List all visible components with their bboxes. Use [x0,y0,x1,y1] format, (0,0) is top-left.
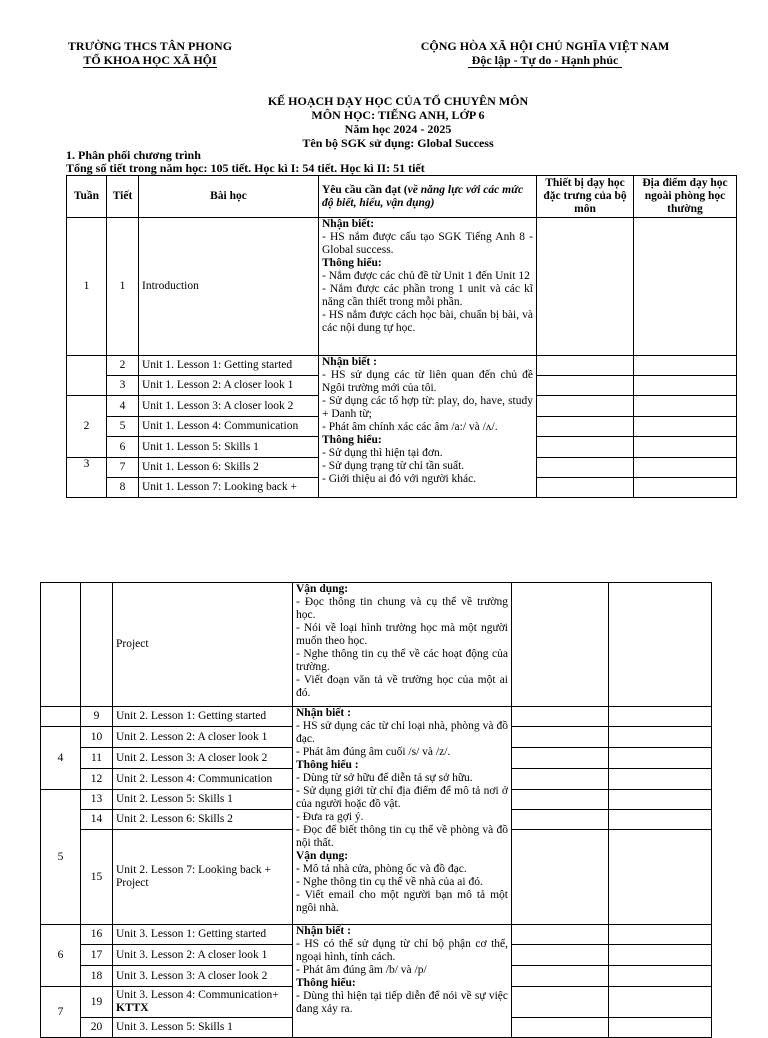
equipment-cell [512,727,609,748]
nation-motto: Độc lập - Tự do - Hạnh phúc [468,53,623,68]
location-cell [609,748,712,769]
lesson-cell: Unit 1. Lesson 3: A closer look 2 [139,396,319,417]
location-cell [609,830,712,925]
section-title: 1. Phân phối chương trình [66,148,201,162]
equipment-cell [537,376,634,396]
week-cell: 2 [67,396,107,458]
equipment-cell [512,945,609,966]
equipment-cell [512,707,609,727]
table-header-row [67,176,737,218]
equipment-cell [537,458,634,478]
week-cell: 4 [41,727,81,790]
requirements-cell: Nhận biết : - HS sử dụng các từ chỉ loại nhà, phòng và đồ đạc. - Phát âm đúng âm cuối /s/ và /z/. Thông hiểu : - Dùng từ sở hữu để diễn tả sự sở hữu. - Sử dụng giới từ chỉ địa điểm để mô tả nơi ở của người hoặc đồ vật. - Đưa ra gợi ý. - Đọc để biết thông tin cụ thể về phòng và đồ nội thất. Vận dụng: - Mô tả nhà cửa, phòng ốc và đồ đạc. - Nghe thông tin cụ thể về nhà của ai đó. - Viết email cho một người bạn mô tả một ngôi nhà. [293,707,512,925]
location-cell [609,945,712,966]
equipment-cell [512,583,609,707]
equipment-cell [512,1018,609,1038]
nation-header [400,39,690,68]
week-cell: 5 [41,790,81,925]
period-cell: 19 [81,987,113,1018]
lesson-cell: Unit 3. Lesson 4: Communication+ KTTX [113,987,293,1018]
equipment-cell [512,966,609,987]
location-cell [634,356,737,376]
location-cell [634,478,737,498]
lesson-cell: Unit 1. Lesson 6: Skills 2 [139,458,319,478]
location-cell [609,987,712,1018]
lesson-cell: Unit 2. Lesson 2: A closer look 1 [113,727,293,748]
lesson-cell: Unit 3. Lesson 2: A closer look 1 [113,945,293,966]
week-cell-cont [67,356,107,376]
col-header-equipment: Thiết bị dạy học đặc trưng của bộ môn [537,176,634,218]
week-cell: 6 [41,925,81,987]
lesson-cell: Unit 3. Lesson 5: Skills 1 [113,1018,293,1038]
week-cell [41,583,81,707]
requirements-cell: Nhận biết : - HS sử dụng các từ liên quan đến chủ đề Ngôi trường mới của tôi. - Sử dụng các tổ hợp từ: play, do, have, study + Danh từ; - Phát âm chính xác các âm /a:/ và /ʌ/. Thông hiểu: - Sử dụng thì hiện tại đơn. - Sử dụng trạng từ chỉ tần suất. - Giới thiệu ai đó với người khác. [319,356,537,498]
week-cell: 1 [67,218,107,356]
table-row [41,583,712,707]
period-cell: 20 [81,1018,113,1038]
week-cell-cont [67,376,107,396]
table-row [41,707,712,727]
school-name-header [40,39,260,68]
period-cell: 18 [81,966,113,987]
location-cell [634,437,737,458]
period-cell: 13 [81,790,113,810]
period-cell: 3 [107,376,139,396]
equipment-cell [512,925,609,945]
location-cell [609,966,712,987]
lesson-cell: Unit 2. Lesson 1: Getting started [113,707,293,727]
document-title [0,94,768,150]
requirements-cell: Nhận biết: - HS nắm được cấu tạo SGK Tiếng Anh 8 - Global success. Thông hiểu: - Nắm được các chủ đề từ Unit 1 đến Unit 12 - Nắm được các phần trong 1 unit và các kĩ năng cần thiết trong mỗi phần. - HS nắm được cách học bài, chuẩn bị bài, và các nội dung tự học. [319,218,537,356]
equipment-cell [537,417,634,437]
lesson-cell: Unit 1. Lesson 1: Getting started [139,356,319,376]
location-cell [609,1018,712,1038]
location-cell [609,583,712,707]
program-table-2 [40,582,712,1038]
period-cell: 4 [107,396,139,417]
location-cell [634,396,737,417]
location-cell [634,376,737,396]
period-cell: 17 [81,945,113,966]
period-cell: 11 [81,748,113,769]
lesson-cell: Unit 3. Lesson 1: Getting started [113,925,293,945]
week-cell: 7 [41,987,81,1038]
period-cell: 6 [107,437,139,458]
period-cell: 1 [107,218,139,356]
table-row [67,218,737,356]
location-cell [609,925,712,945]
period-cell [81,583,113,707]
section-summary: Tổng số tiết trong năm học: 105 tiết. Học kì I: 54 tiết. Học kì II: 51 tiết [66,161,425,175]
period-cell: 12 [81,769,113,790]
col-header-lesson: Bài học [139,176,319,218]
equipment-cell [537,356,634,376]
location-cell [609,707,712,727]
equipment-cell [512,810,609,830]
lesson-cell: Unit 2. Lesson 7: Looking back + Project [113,830,293,925]
lesson-cell: Unit 2. Lesson 5: Skills 1 [113,790,293,810]
department-name: TỔ KHOA HỌC XÃ HỘI [83,53,217,67]
nation-name: CỘNG HÒA XÃ HỘI CHỦ NGHĨA VIỆT NAM [420,39,670,53]
lesson-cell: Unit 1. Lesson 4: Communication [139,417,319,437]
section-heading [66,149,425,175]
period-cell: 8 [107,478,139,498]
lesson-cell: Unit 2. Lesson 4: Communication [113,769,293,790]
lesson-cell: Unit 2. Lesson 6: Skills 2 [113,810,293,830]
col-header-week: Tuần [67,176,107,218]
period-cell: 10 [81,727,113,748]
location-cell [609,727,712,748]
equipment-cell [537,478,634,498]
equipment-cell [512,748,609,769]
equipment-cell [537,437,634,458]
period-cell: 16 [81,925,113,945]
period-cell: 7 [107,458,139,478]
location-cell [634,218,737,356]
period-cell: 2 [107,356,139,376]
lesson-cell: Unit 1. Lesson 5: Skills 1 [139,437,319,458]
period-cell: 15 [81,830,113,925]
equipment-cell [512,830,609,925]
equipment-cell [512,769,609,790]
col-header-location: Địa điểm dạy học ngoài phòng học thường [634,176,737,218]
table-row [41,925,712,945]
period-cell: 5 [107,417,139,437]
lesson-cell: Project [113,583,293,707]
program-table-1 [66,175,737,498]
location-cell [609,769,712,790]
requirements-cell: Nhận biết : - HS có thể sử dụng từ chỉ bộ phận cơ thể, ngoại hình, tính cách. - Phát âm đúng âm /b/ và /p/ Thông hiểu: - Dùng thì hiện tại tiếp diễn để nói về sự việc đang xảy ra. [293,925,512,1038]
week-cell-cont [41,707,81,727]
equipment-cell [512,790,609,810]
week-cell: 3 [67,458,107,498]
col-header-period: Tiết [107,176,139,218]
lesson-cell: Unit 2. Lesson 3: A closer look 2 [113,748,293,769]
col-header-requirements: Yêu cầu cần đạt (về năng lực với các mức độ biết, hiểu, vận dụng) [319,176,537,218]
location-cell [609,790,712,810]
title-line-4: Tên bộ SGK sử dụng: Global Success [302,136,494,150]
location-cell [609,810,712,830]
table-row [67,356,737,376]
requirements-cell: Vận dụng: - Đọc thông tin chung và cụ thể về trường học. - Nói về loại hình trường học mà một người muốn theo học. - Nghe thông tin cụ thể về các hoạt động của trường. - Viết đoạn văn tả về trường học của một ai đó. [293,583,512,707]
location-cell [634,458,737,478]
lesson-cell: Introduction [139,218,319,356]
title-line-1: KẾ HOẠCH DẠY HỌC CỦA TỔ CHUYÊN MÔN [267,94,529,108]
equipment-cell [537,396,634,417]
equipment-cell [537,218,634,356]
lesson-cell: Unit 1. Lesson 2: A closer look 1 [139,376,319,396]
lesson-cell: Unit 1. Lesson 7: Looking back + [139,478,319,498]
title-line-2: MÔN HỌC: TIẾNG ANH, LỚP 6 [311,108,485,122]
period-cell: 14 [81,810,113,830]
title-line-3: Năm học 2024 - 2025 [344,122,452,136]
lesson-cell: Unit 3. Lesson 3: A closer look 2 [113,966,293,987]
school-name: TRƯỜNG THCS TÂN PHONG [67,39,233,53]
equipment-cell [512,987,609,1018]
period-cell: 9 [81,707,113,727]
location-cell [634,417,737,437]
